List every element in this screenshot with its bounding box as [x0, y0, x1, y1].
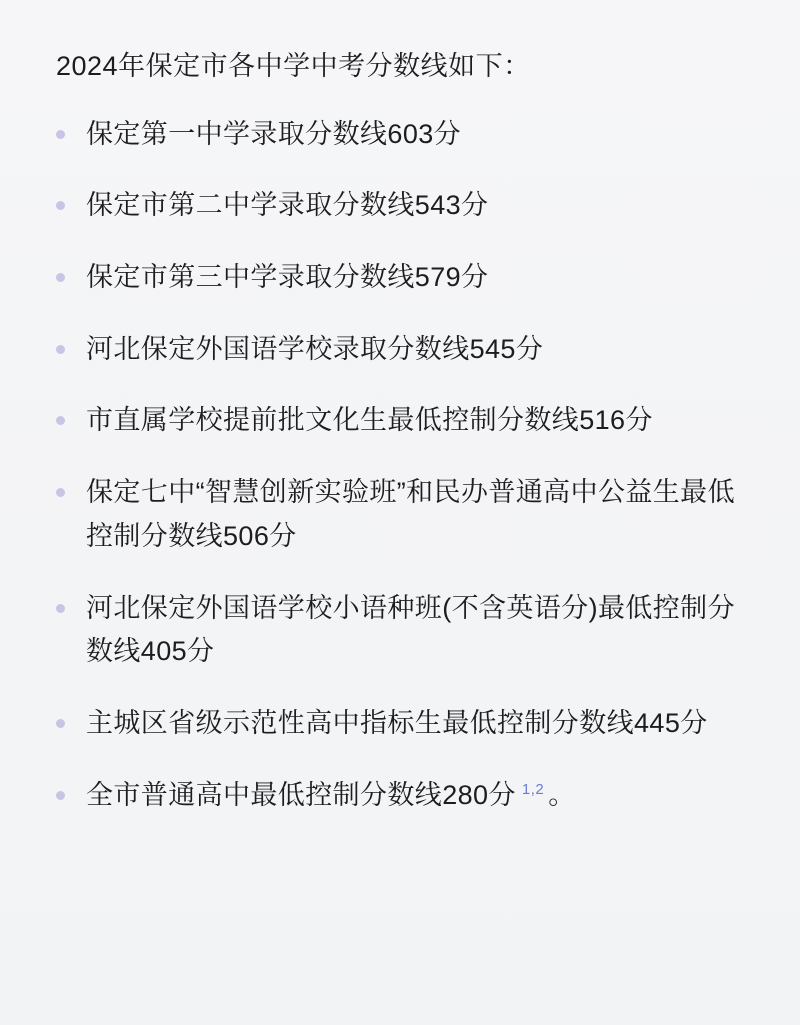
list-item-text: 全市普通高中最低控制分数线280分 — [86, 779, 516, 810]
list-item — [48, 702, 752, 746]
list-item — [48, 184, 752, 228]
bullet-icon — [56, 201, 65, 210]
bullet-icon — [56, 345, 65, 354]
bullet-icon — [56, 488, 65, 497]
list-item-text: 保定市第二中学录取分数线543分 — [86, 190, 489, 221]
list-item-text: 保定第一中学录取分数线603分 — [86, 118, 462, 149]
list-item — [48, 256, 752, 300]
list-item-text: 主城区省级示范性高中指标生最低控制分数线445分 — [86, 708, 708, 739]
list-item-text: 河北保定外国语学校录取分数线545分 — [86, 333, 544, 364]
score-line-list — [48, 113, 752, 818]
list-item — [48, 471, 752, 558]
citation-reference[interactable]: 1,2 — [521, 780, 545, 798]
list-item — [48, 328, 752, 372]
bullet-icon — [56, 130, 65, 139]
bullet-icon — [56, 273, 65, 282]
list-item — [48, 774, 752, 818]
bullet-icon — [56, 604, 65, 613]
list-item — [48, 399, 752, 443]
bullet-icon — [56, 791, 65, 800]
list-item-text: 保定七中“智慧创新实验班”和民办普通高中公益生最低控制分数线506分 — [86, 477, 735, 551]
bullet-icon — [56, 416, 65, 425]
list-item-text: 市直属学校提前批文化生最低控制分数线516分 — [86, 405, 653, 436]
list-item-tail: 。 — [548, 779, 576, 810]
list-item-text: 保定市第三中学录取分数线579分 — [86, 261, 489, 292]
list-item-text: 河北保定外国语学校小语种班(不含英语分)最低控制分数线405分 — [86, 592, 735, 667]
bullet-icon — [56, 719, 65, 728]
page-title: 2024年保定市各中学中考分数线如下： — [56, 51, 531, 81]
list-item — [48, 587, 752, 674]
list-item — [48, 113, 752, 157]
